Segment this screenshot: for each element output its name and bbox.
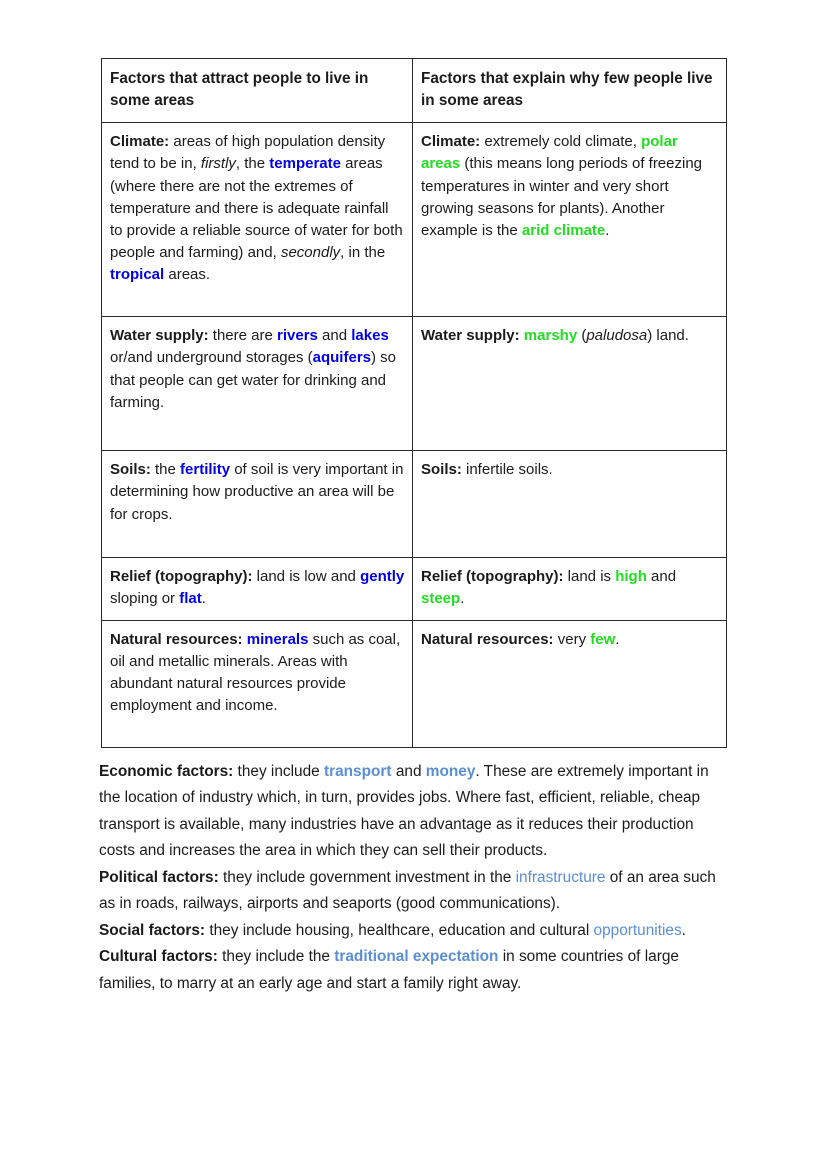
italic-term: firstly (200, 155, 236, 173)
keyword-highlight: arid climate (521, 221, 606, 239)
paragraph-text: they include government investment in the infrastructure of an area such as in roads, railways, airports and seaports (good communications). (99, 868, 716, 913)
cell-lead-label: Climate: (421, 133, 481, 151)
table-header-row (102, 59, 727, 123)
cell-climate-deter (413, 123, 727, 317)
cell-lead-label: Relief (topography): (421, 568, 564, 586)
keyword-highlight: opportunities (593, 921, 682, 939)
cell-lead-label: Natural resources: (110, 630, 243, 648)
table-body (102, 123, 727, 747)
column-header-deter: Factors that explain why few people live in some areas (413, 59, 727, 123)
table-row (102, 451, 727, 558)
cell-text: there are rivers and lakes or/and underground storages (aquifers) so that people can get water for drinking and farming. (110, 327, 397, 411)
keyword-highlight: transport (323, 763, 392, 780)
keyword-highlight: flat (179, 590, 202, 608)
cell-text: extremely cold climate, polar areas (this means long periods of freezing temperatures in winter and very short growing seasons for plants). Another example is the arid climate. (421, 133, 703, 239)
cell-text: infertile soils. (461, 461, 553, 479)
cell-lead-label: Soils: (110, 461, 151, 479)
table-row (102, 620, 727, 747)
cell-water-deter (413, 317, 727, 451)
cell-lead-label: Water supply: (110, 327, 209, 345)
keyword-highlight: lakes (351, 327, 389, 345)
cell-relief-deter (413, 558, 727, 620)
italic-term: paludosa (586, 327, 648, 345)
paragraph-lead-label: Economic factors: (99, 763, 234, 780)
population-factors-table (101, 58, 727, 748)
cell-text: areas of high population density tend to be in, firstly, the temperate areas (where there are not the extremes of temperature and there is adequate rainfall to provide a reliable source of water for both people and farming) and, secondly, in the tropical areas. (110, 133, 403, 283)
keyword-highlight: high (615, 568, 647, 586)
cell-soils-deter (413, 451, 727, 558)
cell-text: minerals such as coal, oil and metallic minerals. Areas with abundant natural resources provide employment and income. (110, 630, 401, 714)
paragraph-lead-label: Political factors: (99, 868, 219, 886)
cell-soils-attract (102, 451, 413, 558)
paragraph-text: they include transport and money. These are extremely important in the location of industry which, in turn, provides jobs. Where fast, efficient, reliable, cheap transport is available, many industries have an advantage as it reduces their production costs and increases the area in which they can sell their products. (99, 763, 709, 860)
keyword-highlight: temperate (269, 155, 341, 173)
cell-lead-label: Relief (topography): (110, 568, 253, 586)
table-row (102, 558, 727, 620)
cell-text: land is low and gently sloping or flat. (110, 568, 405, 608)
keyword-highlight: money (425, 763, 476, 780)
cell-text: land is high and steep. (421, 568, 677, 608)
cell-resources-deter (413, 620, 727, 747)
paragraph-text: they include the traditional expectation in some countries of large families, to marry at an early age and start a family right away. (99, 948, 679, 992)
cell-water-attract (102, 317, 413, 451)
table-header (102, 59, 727, 123)
cell-relief-attract (102, 558, 413, 620)
keyword-highlight: marshy (523, 327, 578, 345)
keyword-highlight: aquifers (312, 349, 371, 367)
cell-lead-label: Water supply: (421, 327, 520, 345)
paragraph-text: they include housing, healthcare, education and cultural opportunities. (205, 921, 686, 939)
keyword-highlight: minerals (246, 630, 309, 648)
paragraph-cultural-factors (99, 944, 725, 997)
italic-term: secondly (280, 243, 341, 261)
paragraph-lead-label: Social factors: (99, 921, 206, 939)
paragraph-social-factors (99, 918, 725, 944)
table-row (102, 123, 727, 317)
keyword-highlight: tropical (110, 265, 165, 283)
paragraph-lead-label: Cultural factors: (99, 948, 218, 966)
keyword-highlight: gently (360, 568, 405, 586)
cell-lead-label: Climate: (110, 133, 170, 151)
paragraph-political-factors (99, 865, 725, 918)
table-row (102, 317, 727, 451)
keyword-highlight: infrastructure (515, 868, 606, 886)
keyword-highlight: rivers (277, 327, 318, 345)
paragraph-economic-factors (99, 759, 725, 865)
cell-lead-label: Natural resources: (421, 630, 554, 648)
notes-section (99, 759, 725, 997)
keyword-highlight: traditional expectation (334, 948, 499, 966)
cell-text: marshy (paludosa) land. (523, 327, 689, 345)
cell-resources-attract (102, 620, 413, 747)
cell-text: the fertility of soil is very important in determining how productive an area will be for crops. (110, 461, 404, 523)
keyword-highlight: fertility (180, 461, 231, 479)
keyword-highlight: polar areas (421, 133, 678, 173)
keyword-highlight: steep (421, 590, 461, 608)
cell-text: very few. (553, 630, 620, 648)
keyword-highlight: few (590, 630, 616, 648)
column-header-attract: Factors that attract people to live in some areas (102, 59, 413, 123)
cell-climate-attract (102, 123, 413, 317)
cell-lead-label: Soils: (421, 461, 462, 479)
